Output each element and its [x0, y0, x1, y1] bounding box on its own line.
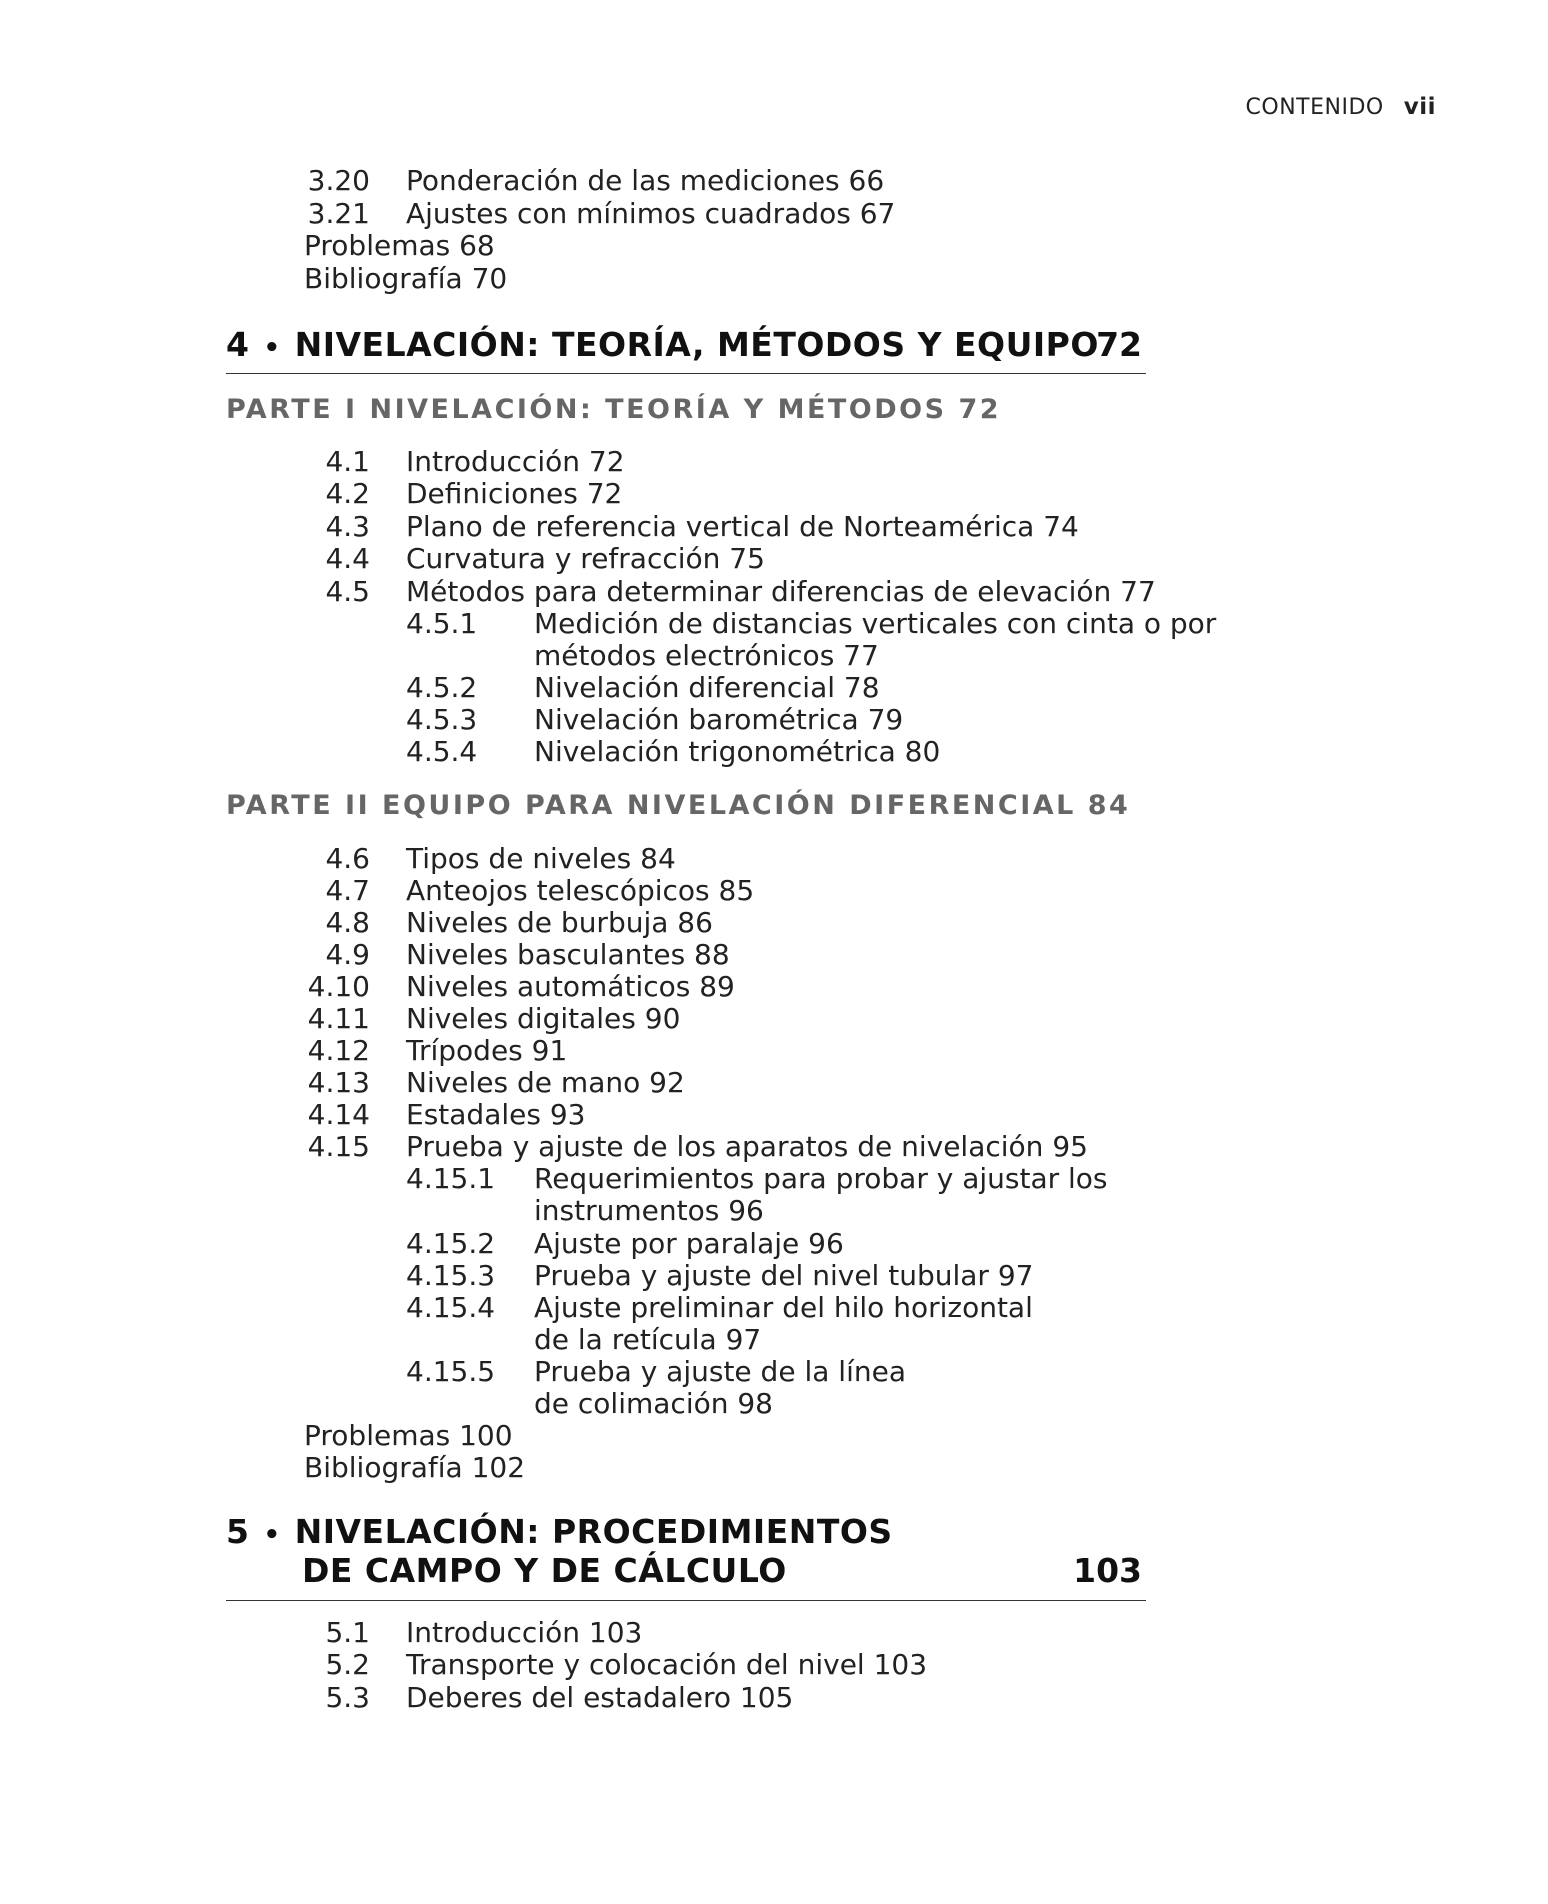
- entry-title: Deberes del estadalero 105: [406, 1681, 794, 1714]
- part-heading: PARTE II EQUIPO PARA NIVELACIÓN DIFERENCIAL 84: [226, 790, 1131, 821]
- entry-number: 4.5: [325, 575, 370, 608]
- chapter-rule: [226, 1600, 1146, 1601]
- entry-number: 4.5.3: [406, 703, 478, 736]
- chapter-number: 4: [226, 325, 250, 364]
- entry-number: 5.1: [325, 1616, 370, 1649]
- entry-number: 4.14: [307, 1098, 370, 1131]
- entry-number: 4.2: [325, 477, 370, 510]
- entry-title: Niveles digitales 90: [406, 1002, 681, 1035]
- entry-number: 4.7: [325, 874, 370, 907]
- entry-number: 4.15: [307, 1130, 370, 1163]
- entry-title: Tipos de niveles 84: [406, 842, 676, 875]
- entry-title-continuation: instrumentos 96: [534, 1194, 764, 1227]
- entry-number: 4.3: [325, 510, 370, 543]
- entry-title: Prueba y ajuste de los aparatos de nivelación 95: [406, 1130, 1088, 1163]
- entry-number: 4.5.1: [406, 607, 478, 640]
- chapter-title-line2: DE CAMPO Y DE CÁLCULO: [302, 1551, 787, 1590]
- chapter-title: NIVELACIÓN: TEORÍA, MÉTODOS Y EQUIPO: [294, 325, 1099, 364]
- entry-title: Ponderación de las mediciones 66: [406, 164, 885, 197]
- entry-title-continuation: de colimación 98: [534, 1387, 773, 1420]
- entry-number: 4.15.1: [406, 1162, 496, 1195]
- entry-number: 4.15.2: [406, 1227, 496, 1260]
- entry-title: Nivelación diferencial 78: [534, 671, 880, 704]
- entry-title: Plano de referencia vertical de Norteamérica 74: [406, 510, 1079, 543]
- entry-number: 4.15.3: [406, 1259, 496, 1292]
- entry-title: Medición de distancias verticales con cinta o por: [534, 607, 1217, 640]
- entry-number: 4.4: [325, 542, 370, 575]
- running-header: [1246, 94, 1436, 120]
- entry-title: Transporte y colocación del nivel 103: [406, 1648, 928, 1681]
- entry-title-continuation: métodos electrónicos 77: [534, 639, 879, 672]
- entry-title: Curvatura y refracción 75: [406, 542, 765, 575]
- entry-number: 4.11: [307, 1002, 370, 1035]
- entry-number: 5.3: [325, 1681, 370, 1714]
- entry-title: Niveles basculantes 88: [406, 938, 730, 971]
- entry-title: Niveles de mano 92: [406, 1066, 685, 1099]
- entry-title: Introducción 103: [406, 1616, 643, 1649]
- entry-title: Requerimientos para probar y ajustar los: [534, 1162, 1108, 1195]
- entry-number: 4.8: [325, 906, 370, 939]
- entry-number: 5.2: [325, 1648, 370, 1681]
- entry-title: Nivelación trigonométrica 80: [534, 735, 941, 768]
- entry-title: Definiciones 72: [406, 477, 623, 510]
- entry-title: Nivelación barométrica 79: [534, 703, 904, 736]
- entry-number: 3.20: [307, 164, 370, 197]
- entry-title: Ajuste por paralaje 96: [534, 1227, 844, 1260]
- entry-number: 3.21: [307, 197, 370, 230]
- entry-title-continuation: de la retícula 97: [534, 1323, 762, 1356]
- chapter-heading: [226, 1512, 893, 1555]
- entry-number: 4.5.4: [406, 735, 478, 768]
- entry-title: Niveles de burbuja 86: [406, 906, 713, 939]
- entry-title: Prueba y ajuste de la línea: [534, 1355, 906, 1388]
- entry-number: 4.5.2: [406, 671, 478, 704]
- entry-number: 4.6: [325, 842, 370, 875]
- chapter-page: 103: [1073, 1551, 1142, 1590]
- bibliography-entry: Bibliografía 70: [304, 262, 508, 295]
- problems-entry: Problemas 100: [304, 1419, 513, 1452]
- entry-number: 4.9: [325, 938, 370, 971]
- page-number: vii: [1403, 94, 1436, 120]
- entry-title: Ajustes con mínimos cuadrados 67: [406, 197, 896, 230]
- entry-number: 4.12: [307, 1034, 370, 1067]
- entry-title: Introducción 72: [406, 445, 625, 478]
- entry-number: 4.15.5: [406, 1355, 496, 1388]
- entry-number: 4.13: [307, 1066, 370, 1099]
- entry-title: Prueba y ajuste del nivel tubular 97: [534, 1259, 1034, 1292]
- chapter-title: NIVELACIÓN: PROCEDIMIENTOS: [294, 1512, 893, 1551]
- problems-entry: Problemas 68: [304, 229, 495, 262]
- entry-title: Métodos para determinar diferencias de elevación 77: [406, 575, 1156, 608]
- bullet-icon: •: [263, 333, 281, 363]
- entry-title: Niveles automáticos 89: [406, 970, 735, 1003]
- entry-number: 4.1: [325, 445, 370, 478]
- chapter-page: 72: [1096, 325, 1142, 364]
- bullet-icon: •: [263, 1520, 281, 1550]
- entry-number: 4.10: [307, 970, 370, 1003]
- bibliography-entry: Bibliografía 102: [304, 1451, 526, 1484]
- entry-title: Estadales 93: [406, 1098, 586, 1131]
- chapter-heading: [226, 325, 1099, 368]
- entry-title: Trípodes 91: [406, 1034, 568, 1067]
- entry-title: Ajuste preliminar del hilo horizontal: [534, 1291, 1033, 1324]
- entry-number: 4.15.4: [406, 1291, 496, 1324]
- part-heading: PARTE I NIVELACIÓN: TEORÍA Y MÉTODOS 72: [226, 394, 1002, 425]
- running-header-label: CONTENIDO: [1245, 95, 1384, 120]
- entry-title: Anteojos telescópicos 85: [406, 874, 755, 907]
- chapter-rule: [226, 373, 1146, 374]
- chapter-number: 5: [226, 1512, 250, 1551]
